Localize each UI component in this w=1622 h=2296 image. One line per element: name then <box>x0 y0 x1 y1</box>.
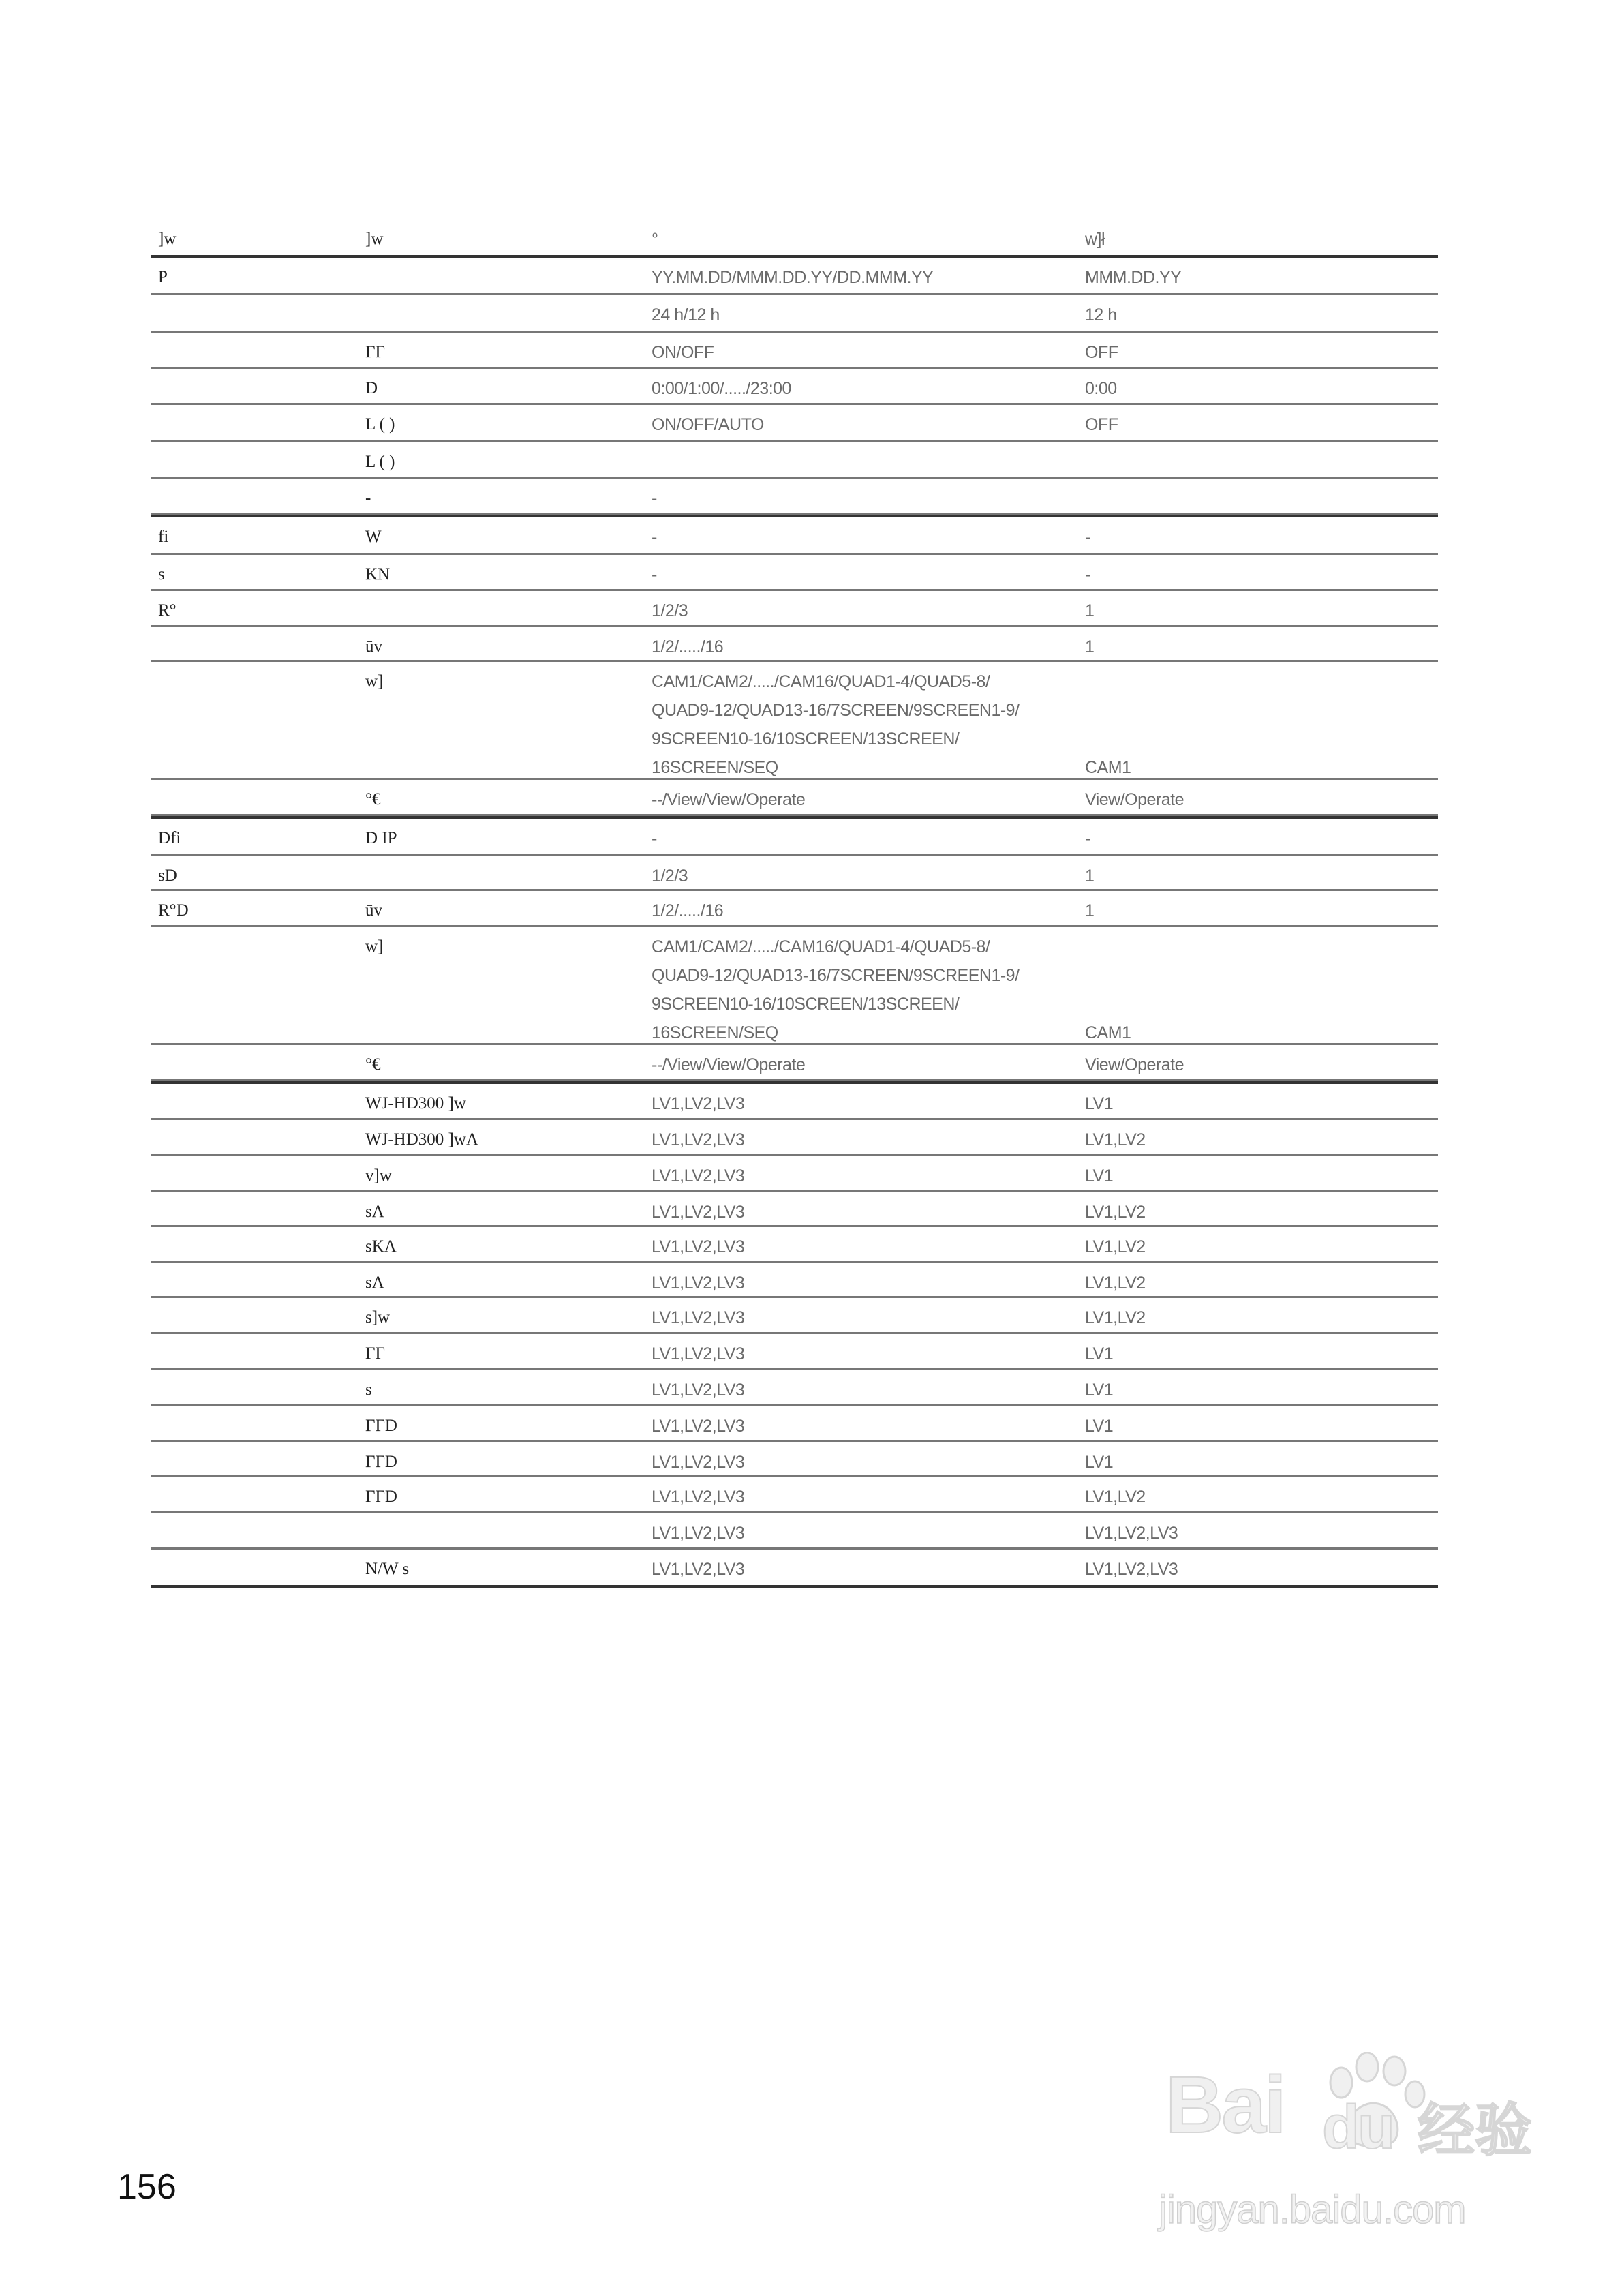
page-number: 156 <box>117 2167 177 2207</box>
table-cell-c3: LV1,LV2,LV3 <box>652 1203 745 1222</box>
table-cell-c3: LV1,LV2,LV3 <box>652 1417 745 1436</box>
table-cell-c4: 1 <box>1085 866 1095 886</box>
table-row <box>151 1477 1438 1513</box>
table-body <box>151 258 1438 1588</box>
table-cell-c3: 1/2/3 <box>652 866 688 886</box>
table-cell-c4: 1 <box>1085 637 1095 656</box>
table-cell-c3: LV1,LV2,LV3 <box>652 1380 745 1400</box>
table-cell-c4: View/Operate <box>1085 1055 1184 1074</box>
table-row <box>151 1081 1438 1120</box>
table-cell-c2: ΓΓD <box>365 1487 397 1506</box>
table-cell-c4: LV1,LV2 <box>1085 1487 1146 1507</box>
header-col-3: ° <box>652 230 658 249</box>
settings-table <box>151 220 1438 1588</box>
table-cell-c4: LV1,LV2 <box>1085 1130 1146 1149</box>
table-row <box>151 780 1438 816</box>
table-row <box>151 1120 1438 1156</box>
table-row <box>151 515 1438 555</box>
table-cell-c3: CAM1/CAM2/...../CAM16/QUAD1-4/QUAD5-8/ QUAD9-12/QUAD13-16/7SCREEN/9SCREEN1-9/ 9SCREEN10-16/10SCREEN/13SCREEN/ 16SCREEN/SEQ <box>652 937 1020 1042</box>
table-cell-c4: LV1 <box>1085 1417 1114 1436</box>
table-cell-c1: R°D <box>158 901 189 920</box>
table-row <box>151 442 1438 479</box>
table-cell-c2: v]w <box>365 1166 392 1185</box>
table-cell-c4: LV1 <box>1085 1094 1114 1113</box>
table-row <box>151 891 1438 927</box>
table-cell-c1: R° <box>158 601 177 620</box>
table-row <box>151 662 1438 780</box>
table-row <box>151 856 1438 891</box>
table-row <box>151 1227 1438 1263</box>
table-cell-c3: 24 h/12 h <box>652 305 720 324</box>
table-cell-c4: CAM1 <box>1085 758 1131 777</box>
table-cell-c3: --/View/View/Operate <box>652 1055 806 1074</box>
table-cell-c4: 0:00 <box>1085 379 1117 398</box>
table-row <box>151 927 1438 1045</box>
table-cell-c3: CAM1/CAM2/...../CAM16/QUAD1-4/QUAD5-8/ QUAD9-12/QUAD13-16/7SCREEN/9SCREEN1-9/ 9SCREEN10-16/10SCREEN/13SCREEN/ 16SCREEN/SEQ <box>652 672 1020 777</box>
header-col-2: ]w <box>365 230 384 248</box>
table-cell-c4: LV1,LV2 <box>1085 1273 1146 1293</box>
table-cell-c4: LV1 <box>1085 1344 1114 1363</box>
table-cell-c1: fi <box>158 528 169 546</box>
table-cell-c3: LV1,LV2,LV3 <box>652 1524 745 1543</box>
table-cell-c2: s]w <box>365 1308 391 1327</box>
watermark-logo-du: du <box>1322 2094 1393 2162</box>
table-cell-c4: 1 <box>1085 901 1095 920</box>
table-row <box>151 555 1438 591</box>
table-cell-c2: ūv <box>365 901 382 920</box>
table-row <box>151 258 1438 295</box>
watermark-url: jingyan.baidu.com <box>1159 2188 1466 2232</box>
table-cell-c1: s <box>158 565 165 584</box>
table-cell-c3: LV1,LV2,LV3 <box>652 1130 745 1149</box>
table-row <box>151 1298 1438 1334</box>
table-cell-c3: 1/2/3 <box>652 601 688 620</box>
table-cell-c4: LV1,LV2,LV3 <box>1085 1560 1178 1579</box>
table-row <box>151 1334 1438 1370</box>
table-cell-c3: LV1,LV2,LV3 <box>652 1487 745 1507</box>
table-row <box>151 479 1438 515</box>
table-row <box>151 627 1438 662</box>
table-cell-c4: LV1 <box>1085 1166 1114 1185</box>
table-cell-c4: View/Operate <box>1085 790 1184 809</box>
table-cell-c2: ΓΓD <box>365 1453 397 1471</box>
table-cell-c3: 1/2/...../16 <box>652 901 724 920</box>
table-cell-c3: - <box>652 528 657 547</box>
table-cell-c3: - <box>652 489 657 508</box>
table-cell-c2: ΓΓ <box>365 1344 385 1363</box>
table-cell-c1: Dfi <box>158 829 181 847</box>
table-cell-c2: ΚΝ <box>365 565 391 584</box>
table-cell-c2: °€ <box>365 790 381 809</box>
table-row <box>151 1192 1438 1227</box>
table-cell-c2: N/W s <box>365 1560 410 1578</box>
table-row <box>151 1550 1438 1588</box>
table-cell-c1: sD <box>158 866 177 885</box>
table-cell-c3: LV1,LV2,LV3 <box>652 1273 745 1293</box>
table-cell-c4: LV1,LV2 <box>1085 1308 1146 1327</box>
table-row <box>151 1156 1438 1192</box>
table-row <box>151 405 1438 442</box>
table-row <box>151 333 1438 369</box>
table-cell-c2: ΓΓD <box>365 1417 397 1435</box>
table-cell-c2: s <box>365 1380 372 1399</box>
table-cell-c3: ON/OFF/AUTO <box>652 415 764 434</box>
table-cell-c4: LV1,LV2 <box>1085 1237 1146 1256</box>
table-cell-c2: D IP <box>365 829 397 847</box>
table-cell-c3: LV1,LV2,LV3 <box>652 1453 745 1472</box>
table-row <box>151 1263 1438 1298</box>
table-row <box>151 1045 1438 1081</box>
table-cell-c3: --/View/View/Operate <box>652 790 806 809</box>
table-cell-c4: LV1 <box>1085 1453 1114 1472</box>
table-cell-c2: L ( ) <box>365 415 395 434</box>
table-cell-c2: sΚΛ <box>365 1237 397 1256</box>
table-cell-c4: LV1 <box>1085 1380 1114 1400</box>
table-cell-c2: sΛ <box>365 1273 384 1292</box>
watermark-cn-text: 经验 <box>1418 2098 1533 2162</box>
baidu-watermark <box>1152 2052 1547 2256</box>
table-cell-c2: WJ-HD300 ]w <box>365 1094 466 1113</box>
table-cell-c4: - <box>1085 565 1090 584</box>
table-cell-c3: - <box>652 565 657 584</box>
table-cell-c2: ΓΓ <box>365 343 385 361</box>
table-cell-c3: LV1,LV2,LV3 <box>652 1094 745 1113</box>
table-cell-c4: 1 <box>1085 601 1095 620</box>
table-row <box>151 591 1438 627</box>
table-cell-c2: L ( ) <box>365 453 395 471</box>
table-cell-c4: CAM1 <box>1085 1023 1131 1042</box>
table-row <box>151 1442 1438 1477</box>
table-row <box>151 816 1438 856</box>
table-cell-c4: LV1,LV2 <box>1085 1203 1146 1222</box>
watermark-logo-part1: Bai <box>1165 2060 1285 2150</box>
table-cell-c3: 0:00/1:00/...../23:00 <box>652 379 791 398</box>
table-cell-c2: W <box>365 528 382 546</box>
table-cell-c3: LV1,LV2,LV3 <box>652 1344 745 1363</box>
watermark-logo-text <box>1165 2059 1285 2151</box>
table-row <box>151 295 1438 333</box>
table-cell-c3: 1/2/...../16 <box>652 637 724 656</box>
table-cell-c2: sΛ <box>365 1203 384 1221</box>
header-col-1: ]w <box>158 230 177 248</box>
table-cell-c3: LV1,LV2,LV3 <box>652 1560 745 1579</box>
table-cell-c3: LV1,LV2,LV3 <box>652 1237 745 1256</box>
table-cell-c4: MMM.DD.YY <box>1085 268 1182 287</box>
table-cell-c2: - <box>365 489 371 507</box>
table-cell-c4: - <box>1085 528 1090 547</box>
table-row <box>151 1513 1438 1550</box>
table-cell-c1: P <box>158 268 168 286</box>
table-cell-c4: 12 h <box>1085 305 1117 324</box>
table-cell-c2: D <box>365 379 378 397</box>
table-cell-c3: - <box>652 829 657 848</box>
table-cell-c2: WJ-HD300 ]wΛ <box>365 1130 479 1149</box>
table-row <box>151 369 1438 405</box>
header-col-4: w]ł <box>1085 230 1105 249</box>
table-cell-c2: w] <box>365 672 384 691</box>
table-cell-c4: OFF <box>1085 415 1118 434</box>
table-cell-c3: LV1,LV2,LV3 <box>652 1308 745 1327</box>
table-cell-c3: ON/OFF <box>652 343 714 362</box>
table-cell-c3: LV1,LV2,LV3 <box>652 1166 745 1185</box>
table-header-row <box>151 220 1438 258</box>
table-cell-c4: - <box>1085 829 1090 848</box>
table-cell-c4: OFF <box>1085 343 1118 362</box>
table-cell-c2: °€ <box>365 1055 381 1074</box>
table-cell-c2: ūv <box>365 637 382 656</box>
table-row <box>151 1370 1438 1406</box>
table-cell-c4: LV1,LV2,LV3 <box>1085 1524 1178 1543</box>
table-cell-c3: YY.MM.DD/MMM.DD.YY/DD.MMM.YY <box>652 268 934 287</box>
table-cell-c2: w] <box>365 937 384 956</box>
table-row <box>151 1406 1438 1442</box>
